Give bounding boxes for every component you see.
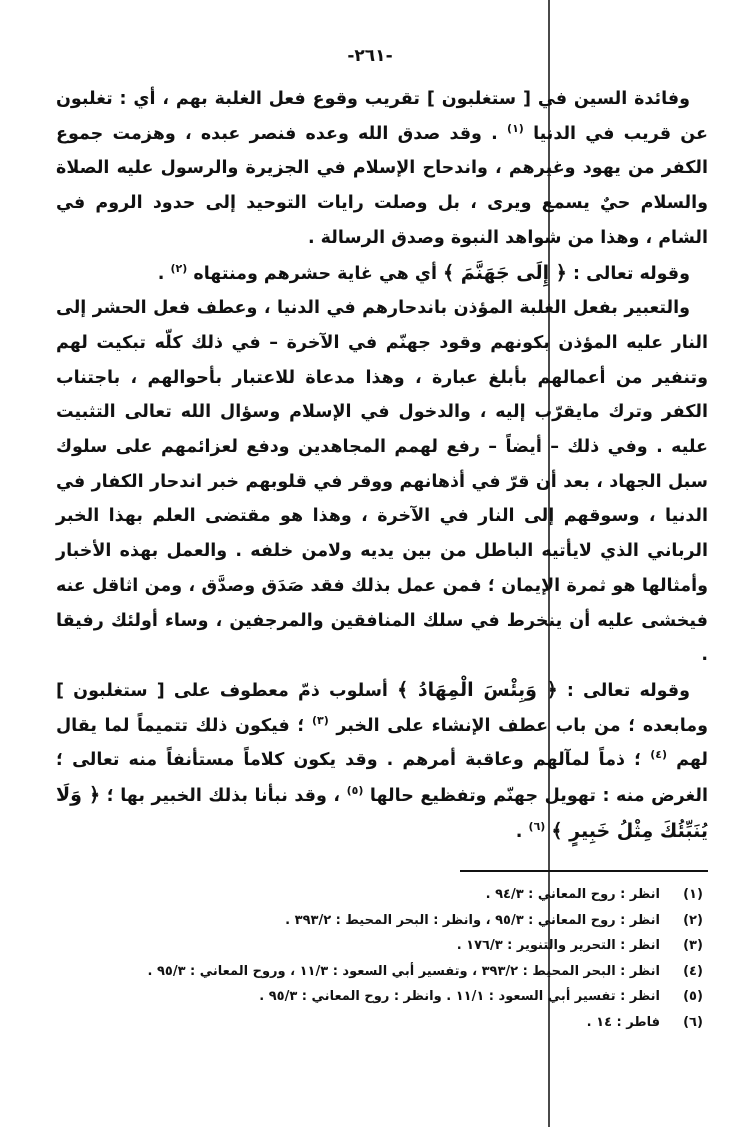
paragraph-text: وفائدة السين في [ ستغلبون ] تقريب وقوع فعل الغلبة بهم ، أي : تغلبون عن قريب في الدنيا <box>56 89 709 144</box>
paragraph-text: ؛ ذماً لمآلهم وعاقبة أمرهم . وقد يكون كلاماً مستأنفاً منه تعالى ؛ الغرض منه : تهويل جهنّم وتفظيع حالها <box>56 750 709 807</box>
footnote-marker: (٥) <box>346 784 364 798</box>
paragraph-text: والتعبير بفعل الغلبة المؤذن باندحارهم في الدنيا ، وعطف فعل الحشر إلى النار عليه المؤذن بكونهم وقود جهنّم في الآخرة – في ذلك كلّه تبكيت لهم وتنفير من أعمالهم بأبلغ عبارة ، وهذا مدعاة للاعتبار بأحوالهم ، باجتناب الكفر وترك مايقرّب إليه ، والدخول في الإسلام وسؤال الله تعالى التثبيت عليه . وفي ذلك – أيضاً – رفع لهمم المجاهدين ودفع لعزائمهم على سلوك سبل الجهاد ، بعد أن قرّ في أذهانهم ووقر في قلوبهم خبر اندحار الكفار في الدنيا ، وسوقهم إلى النار في الآخرة ، وهذا هو مقتضى العلم بهذا الخبر الرباني الذي لايأتيه الباطل من بين يديه ولامن خلفه . والعمل بهذه الأخبار وأمثالها هو ثمرة الإيمان ؛ فمن عمل بذلك فقد صَدَق وصدَّق ، ومن اثاقل عنه فيخشى عليه أن ينخرط في سلك المنافقين والمرجفين ، وساء أولئك رفيقا . <box>56 298 708 666</box>
footnote-marker: (٤) <box>650 748 668 762</box>
quran-verse: ﴿ إِلَى جَهَنَّمَ ﴾ <box>443 261 567 284</box>
footnote-marker: (٣) <box>311 713 329 727</box>
footnote-marker: (١) <box>507 121 524 135</box>
footnote-text: انظر : تفسير أبي السعود : ١١/١ . وانظر : روح المعاني : ٩٥/٣ . <box>259 989 660 1004</box>
quran-verse: ﴿ وَبِئْسَ الْمِهَادُ ﴾ <box>397 678 558 701</box>
footnote-text: فاطر : ١٤ . <box>586 1014 660 1030</box>
paragraph-lead: وقوله تعالى : <box>557 680 690 701</box>
footnote-text: انظر : روح المعاني : ٩٥/٣ ، وانظر : البحر المحيط : ٣٩٣/٢ . <box>285 912 660 928</box>
footnote-text: انظر : البحر المحيط : ٣٩٣/٢ ، وتفسير أبي السعود : ١١/٣ ، وروح المعاني : ٩٥/٣ . <box>147 963 660 979</box>
paragraph-1 <box>56 82 708 256</box>
footnote-item <box>58 984 708 1010</box>
paragraph-text: . <box>157 263 165 284</box>
paragraph-text: ؛ فيكون ذلك تتميماً لما يقال لهم <box>56 715 709 771</box>
footnote-number: (١) <box>683 887 703 902</box>
footnote-item <box>58 933 708 959</box>
paragraph-lead: وقوله تعالى : <box>566 263 690 284</box>
footnote-text: انظر : التحرير والتنوير : ١٧٦/٣ . <box>456 938 660 953</box>
footnote-item <box>58 908 708 934</box>
footnote-marker: (٦) <box>528 819 546 833</box>
paragraph-2 <box>56 256 708 292</box>
footnote-number: (٤) <box>683 963 703 979</box>
footnote-item <box>58 1010 708 1036</box>
footnote-item <box>58 959 708 985</box>
footnote-separator <box>460 870 708 872</box>
footnote-number: (٣) <box>683 938 703 953</box>
footnote-number: (٢) <box>683 912 703 928</box>
footnote-item <box>58 882 708 908</box>
paragraph-3 <box>56 291 708 673</box>
main-text <box>56 82 708 849</box>
paragraph-4 <box>56 673 708 850</box>
page-number: -٢٦١- <box>347 46 393 66</box>
paragraph-text: ، وقد نبأنا بذلك الخبير بها ؛ <box>100 786 341 807</box>
quran-verse: ﴿ وَلَا يُنَبِّئُكَ مِثْلُ خَبِيرٍ ﴾ <box>56 784 708 842</box>
paragraph-text: أي هي غاية حشرهم ومنتهاه <box>193 263 437 284</box>
footnote-number: (٥) <box>683 989 703 1004</box>
footnote-number: (٦) <box>683 1014 703 1030</box>
footnote-text: انظر : روح المعاني : ٩٤/٣ . <box>485 887 660 902</box>
footnote-marker: (٢) <box>170 261 188 275</box>
paragraph-text: أسلوب ذمّ معطوف على [ ستغلبون ] ومابعده ؛ من باب عطف الإنشاء على الخبر <box>56 680 708 736</box>
footnotes-section <box>58 882 708 1035</box>
paragraph-text: . وقد صدق الله وعده فنصر عبده ، وهزمت جموع الكفر من يهود وغيرهم ، واندحاح الإسلام في الجزيرة والرسول عليه الصلاة والسلام حيٌ يسمع ويرى ، بل وصلت رايات التوحيد إلى حدود الروم في الشام ، وهذا من شواهد النبوة وصدق الرسالة . <box>56 123 708 248</box>
paragraph-text: . <box>515 821 523 842</box>
